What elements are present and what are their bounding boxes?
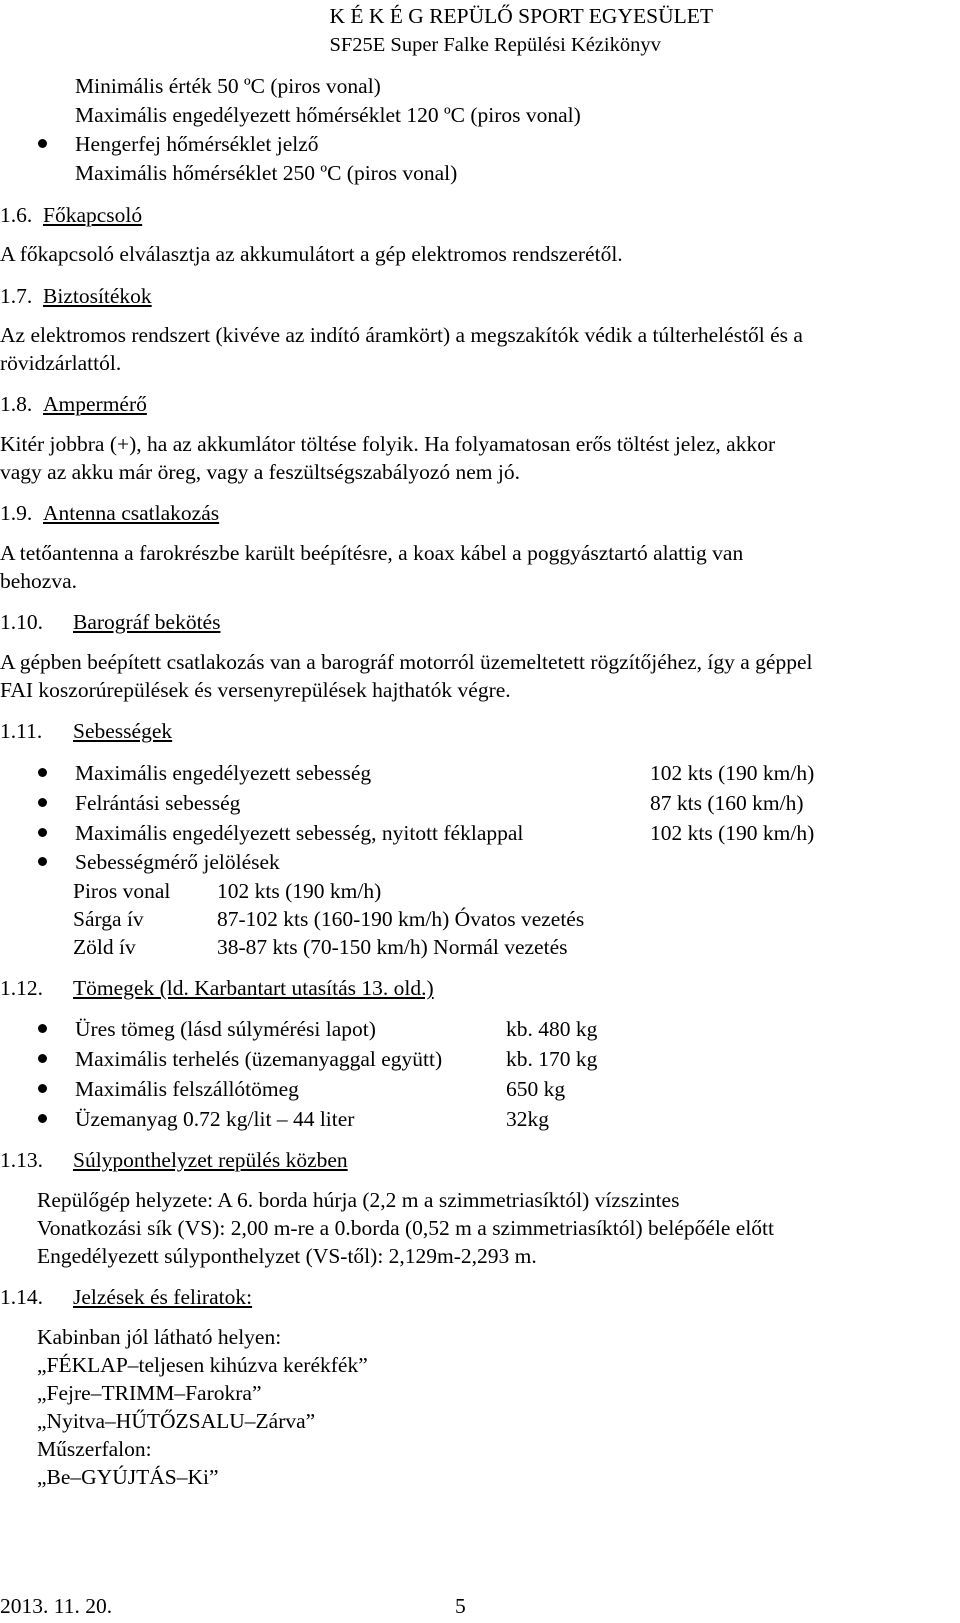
mass-label: Maximális felszállótömeg — [75, 1077, 299, 1101]
marking-label: Sárga ív — [73, 907, 144, 931]
section-title: Főkapcsoló — [43, 203, 143, 227]
section-text: Kabinban jól látható helyen: — [37, 1325, 282, 1349]
placard-text: „Fejre–TRIMM–Farokra” — [37, 1381, 262, 1405]
section-title: Sebességek — [73, 719, 173, 743]
speed-value: 102 kts (190 km/h) — [650, 761, 815, 785]
section-text: Repülőgép helyzete: A 6. borda húrja (2,2 m a szimmetriasíktól) vízszintes — [37, 1188, 680, 1212]
section-text: Engedélyezett súlyponthelyzet (VS-től): 2,129m-2,293 m. — [37, 1244, 537, 1268]
mass-value: kb. 480 kg — [506, 1017, 598, 1041]
placard-text: „Be–GYÚJTÁS–Ki” — [37, 1465, 219, 1489]
section-text: vagy az akku már öreg, vagy a feszültségszabályozó nem jó. — [0, 460, 520, 484]
marking-value: 38-87 kts (70-150 km/h) Normál vezetés — [217, 935, 568, 959]
section-number: 1.9. — [0, 501, 33, 525]
section-text: FAI koszorúrepülések és versenyrepülések hajthatók végre. — [0, 678, 511, 702]
manual-title: SF25E Super Falke Repülési Kézikönyv — [329, 34, 661, 56]
section-title: Antenna csatlakozás — [43, 501, 220, 525]
section-title: Súlyponthelyzet repülés közben — [73, 1148, 348, 1172]
section-text: A tetőantenna a farokrészbe karült beépítésre, a koax kábel a poggyásztartó alattig van — [0, 541, 744, 565]
section-number: 1.12. — [0, 976, 43, 1000]
mass-value: 650 kg — [506, 1077, 566, 1101]
section-text: A gépben beépített csatlakozás van a barográf motorról üzemeltetett rögzítőjéhez, így a géppel — [0, 650, 813, 674]
bullet-icon — [38, 798, 47, 807]
bullet-icon — [38, 857, 47, 866]
section-text: Az elektromos rendszert (kivéve az indító áramkört) a megszakítók védik a túlterheléstől és a — [0, 323, 803, 347]
cylinder-head-temp-gauge: Hengerfej hőmérséklet jelző — [75, 132, 319, 156]
marking-value: 102 kts (190 km/h) — [217, 879, 382, 903]
speed-label: Maximális engedélyezett sebesség, nyitott féklappal — [75, 821, 524, 845]
mass-label: Üres tömeg (lásd súlymérési lapot) — [75, 1017, 376, 1041]
speed-value: 102 kts (190 km/h) — [650, 821, 815, 845]
min-value-line: Minimális érték 50 ºC (piros vonal) — [75, 74, 381, 98]
page-number: 5 — [455, 1594, 466, 1618]
bullet-icon — [38, 139, 47, 148]
marking-value: 87-102 kts (160-190 km/h) Óvatos vezetés — [217, 907, 585, 931]
section-text: Kitér jobbra (+), ha az akkumlátor töltése folyik. Ha folyamatosan erős töltést jelez, akkor — [0, 432, 776, 456]
speed-value: 87 kts (160 km/h) — [650, 791, 804, 815]
footer-date: 2013. 11. 20. — [0, 1594, 113, 1618]
section-number: 1.8. — [0, 392, 33, 416]
section-text: A főkapcsoló elválasztja az akkumulátort a gép elektromos rendszerétől. — [0, 242, 623, 266]
marking-label: Zöld ív — [73, 935, 136, 959]
bullet-icon — [38, 1084, 47, 1093]
section-title: Ampermérő — [43, 392, 147, 416]
mass-value: 32kg — [506, 1107, 549, 1131]
bullet-icon — [38, 828, 47, 837]
section-number: 1.13. — [0, 1148, 43, 1172]
bullet-icon — [38, 1114, 47, 1123]
section-number: 1.10. — [0, 610, 43, 634]
section-number: 1.14. — [0, 1285, 43, 1309]
speed-label: Sebességmérő jelölések — [75, 850, 280, 874]
section-text: Vonatkozási sík (VS): 2,00 m-re a 0.borda (0,52 m a szimmetriasíktól) belépőéle előtt — [37, 1216, 774, 1240]
section-title: Tömegek (ld. Karbantart utasítás 13. old.) — [73, 976, 434, 1000]
page-header — [329, 2, 713, 60]
section-number: 1.11. — [0, 719, 43, 743]
section-number: 1.7. — [0, 284, 33, 308]
marking-label: Piros vonal — [73, 879, 171, 903]
club-name: K É K É G REPÜLŐ SPORT EGYESÜLET — [329, 4, 713, 28]
section-title: Biztosítékok — [43, 284, 152, 308]
section-text: behozva. — [0, 569, 78, 593]
speed-label: Felrántási sebesség — [75, 791, 241, 815]
bullet-icon — [38, 768, 47, 777]
max-allowed-temp-line: Maximális engedélyezett hőmérséklet 120 ºC (piros vonal) — [75, 103, 581, 127]
section-title: Jelzések és feliratok: — [73, 1285, 253, 1309]
mass-value: kb. 170 kg — [506, 1047, 598, 1071]
section-text: rövidzárlattól. — [0, 351, 122, 375]
max-temp-line: Maximális hőmérséklet 250 ºC (piros vonal) — [75, 161, 458, 185]
section-text: Műszerfalon: — [37, 1437, 152, 1461]
bullet-icon — [38, 1054, 47, 1063]
section-title: Barográf bekötés — [73, 610, 221, 634]
bullet-icon — [38, 1024, 47, 1033]
mass-label: Üzemanyag 0.72 kg/lit – 44 liter — [75, 1107, 355, 1131]
section-number: 1.6. — [0, 203, 33, 227]
placard-text: „Nyitva–HŰTŐZSALU–Zárva” — [37, 1409, 316, 1433]
mass-label: Maximális terhelés (üzemanyaggal együtt) — [75, 1047, 443, 1071]
placard-text: „FÉKLAP–teljesen kihúzva kerékfék” — [37, 1353, 368, 1377]
speed-label: Maximális engedélyezett sebesség — [75, 761, 372, 785]
